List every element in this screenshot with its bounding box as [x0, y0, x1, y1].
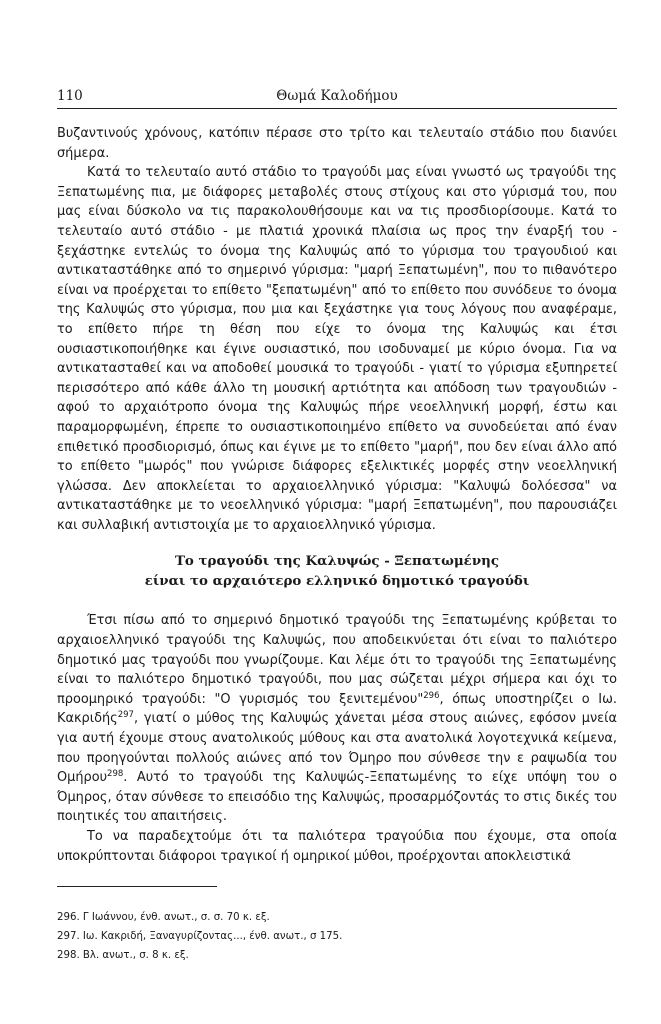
section-heading-line: είναι το αρχαιότερο ελληνικό δημοτικό τραγούδι — [144, 573, 530, 590]
paragraph: Κατά το τελευταίο αυτό στάδιο το τραγούδι μας είναι γνωστό ως τραγούδι της Ξεπατωμένης πια, με διάφορες μεταβολές στους στίχους και στο γύρισμά του, που μας είναι δύσκολο να τις παρακολουθήσουμε και να τις προσδιορίσουμε. Κατά το τελευταίο αυτό στάδιο - με πλατιά χρονικά πλαίσια ως προς την έναρξή του - ξεχάστηκε εντελώς το όνομα της Καλυψώς από το γύρισμα του τραγουδιού και αντικαταστάθηκε από το σημερινό γύρισμα: "μαρή Ξεπατωμένη", που το πιθανότερο είναι να προέρχεται το επίθετο "ξεπατωμένη" από το επίθετο που συνόδευε το όνομα της Καλυψώς στο γύρισμα, που μια και ξεχάστηκε για τους λόγους που αναφέραμε, το επίθετο πήρε τη θέση που είχε το όνομα της Καλυψώς και έτσι ουσιαστικοποιήθηκε και έγινε ουσιαστικό, που ισοδυναμεί με κύριο όνομα. Για να αντικατασταθεί και να αποδοθεί μουσικά το τραγούδι - γιατί το γύρισμα εξυπηρετεί περισσότερο από κάθε άλλο τη μουσική αρτιότητα και απόδοση των τραγουδιών - αφού το αρχαιότροπο όνομα της Καλυψώς πήρε νεοελληνική μορφή, έστω και παραμορφωμένη, έπρεπε το ουσιαστικοποιημένο επίθετο να συνοδεύεται από έναν επιθετικό προσδιορισμό, όπως και έγινε με το επίθετο "μαρή", που δεν είναι άλλο από το επίθετο "μωρός" που γνώρισε διάφορες εξελικτικές μορφές στην νεοελληνική γλώσσα. Δεν αποκλείεται το αρχαιοελληνικό γύρισμα: "Καλυψώ δολόεσσα" να αντικαταστάθηκε με το νεοελληνικό γύρισμα: "μαρή Ξεπατωμένη", που παρουσιάζει και συλλαβική αντιστοιχία με το αρχαιοελληνικό γύρισμα. — [57, 165, 617, 533]
footnote-ref: 297 — [117, 710, 134, 721]
footnote: 296. Γ Ιωάννου, ένθ. ανωτ., σ. σ. 70 κ. εξ. — [57, 912, 270, 923]
page-number: 110 — [57, 88, 83, 104]
footnote: 298. Βλ. ανωτ., σ. 8 κ. εξ. — [57, 950, 189, 961]
paragraph-text: Έτσι πίσω από το σημερινό δημοτικό τραγούδι της Ξεπατωμένης κρύβεται το αρχαιοελληνικό τραγούδι της Καλυψώς, που αποδεικνύεται ότι είναι το παλιότερο δημοτικό μας τραγούδι που γνωρίζουμε. Και λέμε ότι το τραγούδι της Ξεπατωμένης είναι το παλιότερο δημοτικό τραγούδι, που μας σώζεται μέχρι σήμερα και όχι το προομηρικό τραγούδι: "Ο γυρισμός του ξενιτεμένου" — [57, 613, 617, 707]
paragraph: Το να παραδεχτούμε ότι τα παλιότερα τραγούδια που έχουμε, στα οποία υποκρύπτονται διάφοροι τραγικοί ή ομηρικοί μύθοι, προέρχονται αποκλειστικά — [57, 829, 617, 864]
section-heading — [57, 551, 617, 591]
body-text — [57, 124, 617, 866]
running-title: Θωμά Καλοδήμου — [276, 88, 398, 104]
footnote-ref: 298 — [107, 769, 124, 780]
paragraph-text: . Αυτό το τραγούδι της Καλυψώς-Ξεπατωμένης το είχε υπόψη του ο Όμηρος, όταν σύνθεσε το επεισόδιο της Καλυψώς, προσαρμόζοντάς το στις δικές του ποιητικές του απαιτήσεις. — [57, 770, 617, 825]
footnote-rule — [57, 886, 217, 887]
footnote: 297. Ιω. Κακριδή, Ξαναγυρίζοντας..., ένθ. ανωτ., σ 175. — [57, 931, 343, 942]
paragraph-text: , γιατί ο μύθος της Καλυψώς χάνεται μέσα στους αιώνες, εφόσον μνεία για αυτή έχουμε στους ανατολικούς μύθους και στα ανατολικά λογοτεχνικά κείμενα, που προηγούνται πολλούς αιώνες από τον Όμηρο που σύνθεσε την ε ραψωδία του Ομήρου — [57, 711, 617, 786]
paragraph — [57, 611, 617, 827]
header-rule — [57, 108, 617, 109]
footnotes — [57, 908, 617, 965]
section-heading-line: Το τραγούδι της Καλυψώς - Ξεπατωμένης — [174, 553, 500, 570]
page-header — [57, 88, 617, 108]
footnote-ref: 296 — [423, 690, 440, 701]
paragraph-continued: Βυζαντινούς χρόνους, κατόπιν πέρασε στο τρίτο και τελευταίο στάδιο που διανύει σήμερα. — [57, 126, 617, 161]
paragraph-text: , όπως υποστηρίζει ο Ιω. Κακριδής — [57, 691, 618, 727]
